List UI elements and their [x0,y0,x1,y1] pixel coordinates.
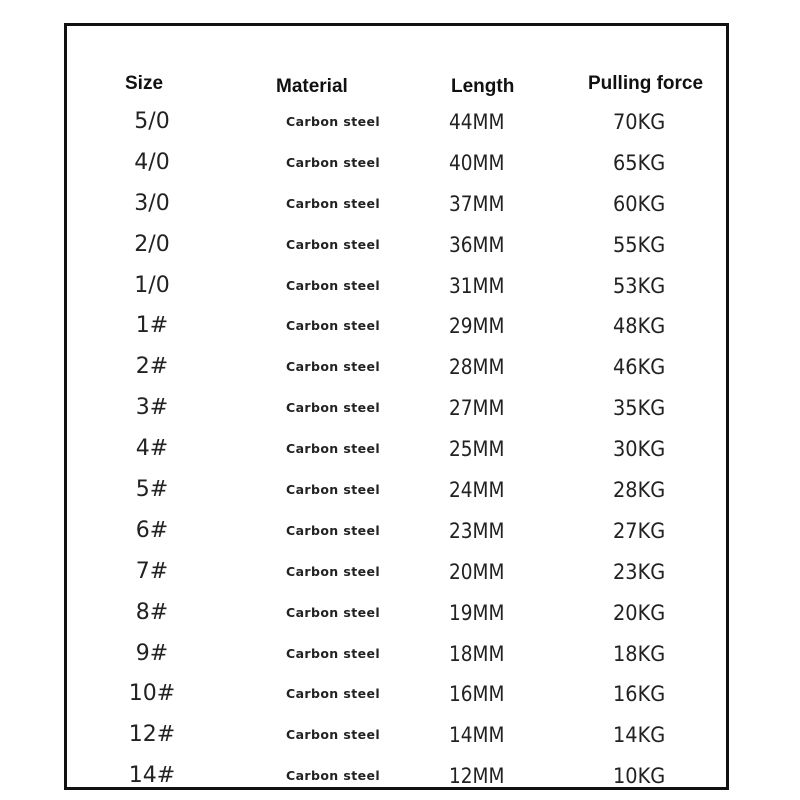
table-body [67,102,726,797]
cell-pulling-force: 55KG [613,232,666,257]
cell-pulling-force: 53KG [613,273,666,298]
table-row [67,143,726,184]
cell-pulling-force: 16KG [613,682,666,707]
cell-size: 10# [128,681,176,707]
table-row [67,593,726,634]
cell-length: 27MM [449,396,505,421]
cell-length: 36MM [449,232,505,257]
cell-pulling-force: 23KG [613,559,666,584]
cell-length: 19MM [449,600,505,625]
cell-size: 5/0 [134,109,170,134]
cell-pulling-force: 20KG [613,600,666,625]
cell-material: Carbon steel [286,154,381,170]
cell-pulling-force: 28KG [613,478,666,503]
table-row [67,306,726,347]
cell-pulling-force: 48KG [613,314,666,339]
header-pulling-force: Pulling force [588,73,704,94]
cell-size: 14# [128,763,176,789]
cell-pulling-force: 10KG [613,764,666,789]
cell-length: 25MM [449,437,505,462]
cell-material: Carbon steel [286,686,381,702]
cell-material: Carbon steel [286,482,381,498]
cell-pulling-force: 14KG [613,723,666,748]
table-row [67,756,726,797]
header-size: Size [125,73,164,94]
cell-length: 28MM [449,355,505,380]
spec-table-frame [64,23,729,790]
table-row [67,225,726,266]
cell-pulling-force: 30KG [613,437,666,462]
table-row [67,429,726,470]
cell-length: 44MM [449,110,505,134]
cell-size: 2# [135,354,169,380]
cell-pulling-force: 60KG [613,191,666,216]
table-row [67,715,726,756]
cell-material: Carbon steel [286,441,381,457]
cell-material: Carbon steel [286,318,381,334]
cell-length: 40MM [449,150,505,175]
cell-size: 1/0 [134,272,170,298]
cell-length: 16MM [449,682,505,707]
cell-length: 37MM [449,191,505,216]
table-row [67,102,726,143]
table-row [67,388,726,429]
cell-length: 14MM [449,723,505,748]
cell-material: Carbon steel [286,768,381,784]
cell-material: Carbon steel [286,236,381,252]
table-row [67,266,726,307]
cell-length: 23MM [449,518,505,543]
cell-size: 3/0 [134,190,170,216]
cell-size: 5# [135,477,169,503]
header-length: Length [451,76,515,97]
cell-size: 7# [135,558,169,584]
cell-material: Carbon steel [286,563,381,579]
cell-material: Carbon steel [286,195,381,211]
cell-pulling-force: 46KG [613,355,666,380]
table-row [67,634,726,675]
cell-size: 3# [135,395,169,421]
cell-material: Carbon steel [286,727,381,743]
table-row [67,184,726,225]
cell-size: 12# [128,722,176,748]
cell-material: Carbon steel [286,522,381,538]
cell-material: Carbon steel [286,645,381,661]
cell-length: 12MM [449,764,505,789]
cell-length: 20MM [449,559,505,584]
cell-size: 4# [135,436,169,462]
cell-length: 18MM [449,641,505,666]
cell-length: 29MM [449,314,505,339]
cell-material: Carbon steel [286,359,381,375]
cell-size: 1# [135,313,169,339]
cell-size: 4/0 [134,149,170,175]
cell-material: Carbon steel [286,400,381,416]
cell-pulling-force: 27KG [613,518,666,543]
cell-material: Carbon steel [286,277,381,293]
cell-size: 8# [135,599,169,625]
cell-size: 6# [135,517,169,543]
cell-pulling-force: 65KG [613,150,666,175]
cell-size: 9# [135,640,169,666]
cell-material: Carbon steel [286,604,381,620]
cell-pulling-force: 70KG [613,110,666,134]
cell-pulling-force: 35KG [613,396,666,421]
table-row [67,511,726,552]
cell-material: Carbon steel [286,114,381,129]
table-row [67,470,726,511]
table-row [67,347,726,388]
cell-pulling-force: 18KG [613,641,666,666]
cell-length: 31MM [449,273,505,298]
cell-size: 2/0 [134,231,170,257]
table-row [67,552,726,593]
header-material: Material [276,76,348,97]
table-row [67,674,726,715]
cell-length: 24MM [449,478,505,503]
